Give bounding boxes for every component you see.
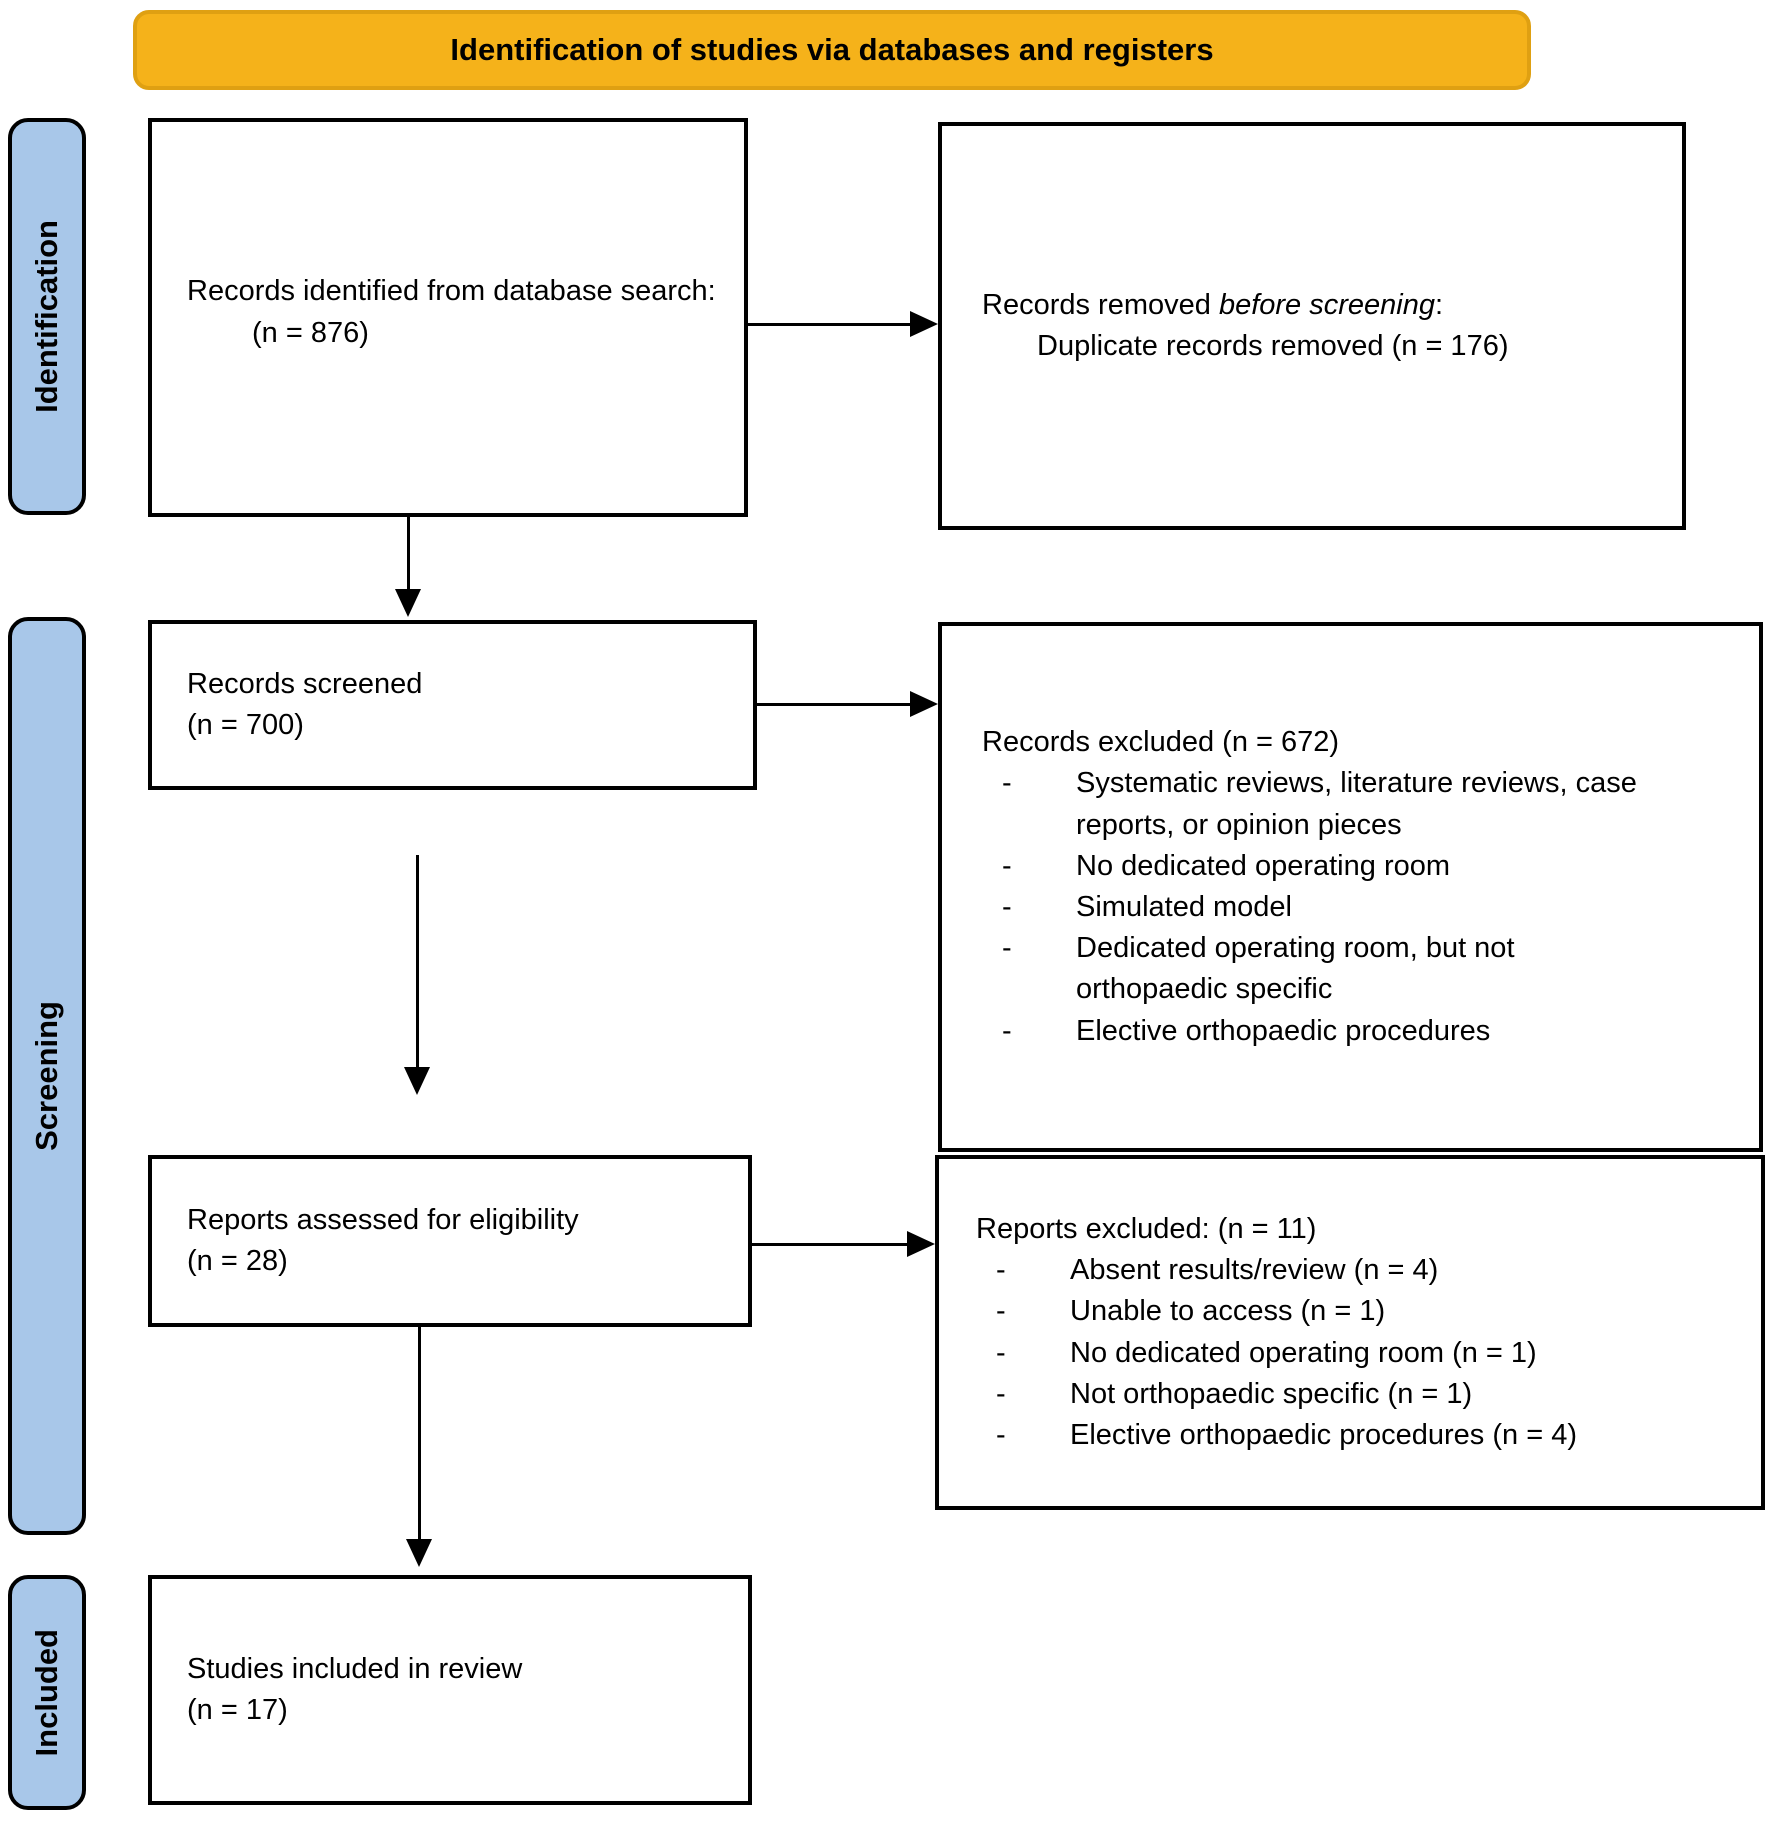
arrow-assessed-to-reports-excluded	[752, 1243, 907, 1246]
bullet-dash: -	[996, 1377, 1006, 1410]
bullet-dash: -	[996, 1336, 1006, 1369]
arrow-screened-to-assessed	[416, 855, 419, 1067]
bullet-dash: -	[996, 1254, 1006, 1287]
box-reports-excluded	[935, 1155, 1765, 1510]
box-records-removed	[938, 122, 1686, 530]
bullet-dash: -	[1002, 1014, 1012, 1047]
report-excluded-reason-item: - Absent results/review (n = 4)	[976, 1250, 1721, 1291]
studies-included-count: (n = 17)	[187, 1694, 288, 1726]
stage-label-included-text: Included	[29, 1628, 64, 1757]
stage-label-identification	[8, 118, 86, 515]
arrow-assessed-to-included	[418, 1327, 421, 1539]
diagram-title-banner	[133, 10, 1531, 90]
box-studies-included	[148, 1575, 752, 1805]
report-excluded-reason-item: - Unable to access (n = 1)	[976, 1291, 1721, 1332]
box-records-screened	[148, 620, 757, 790]
reports-excluded-heading: Reports excluded: (n = 11)	[976, 1212, 1317, 1245]
bullet-dash: -	[996, 1295, 1006, 1328]
stage-label-included	[8, 1575, 86, 1810]
bullet-dash: -	[1002, 932, 1012, 965]
diagram-title: Identification of studies via databases and registers	[450, 32, 1214, 67]
excluded-reason-item: - Systematic reviews, literature reviews, case reports, or opinion pieces	[982, 763, 1654, 845]
report-excluded-reason-item: - Elective orthopaedic procedures (n = 4)	[976, 1415, 1721, 1456]
duplicates-removed-text: Duplicate records removed (n = 176)	[1037, 330, 1509, 362]
report-excluded-reason-item: - No dedicated operating room (n = 1)	[976, 1333, 1721, 1374]
records-screened-text: Records screened	[187, 667, 423, 700]
arrow-identified-to-removed	[748, 323, 910, 326]
records-identified-count: (n = 876)	[252, 316, 369, 349]
excluded-reason-item: - Simulated model	[982, 887, 1654, 928]
records-excluded-reasons	[982, 763, 1739, 1051]
excluded-reason-item: - Dedicated operating room, but not orthopaedic specific	[982, 928, 1654, 1010]
records-removed-heading: Records removed before screening:	[982, 288, 1444, 321]
bullet-dash: -	[1002, 891, 1012, 923]
reports-assessed-count: (n = 28)	[187, 1245, 288, 1277]
reports-excluded-reasons	[976, 1250, 1741, 1456]
records-excluded-heading: Records excluded (n = 672)	[982, 726, 1340, 759]
box-records-excluded	[938, 622, 1763, 1152]
stage-label-identification-text: Identification	[29, 220, 64, 413]
stage-label-screening	[8, 617, 86, 1535]
records-removed-italic: before screening	[1218, 288, 1435, 321]
excluded-reason-item: - No dedicated operating room	[982, 846, 1654, 887]
box-reports-assessed	[148, 1155, 752, 1327]
arrow-identified-to-screened	[407, 517, 410, 589]
bullet-dash: -	[1002, 849, 1012, 882]
studies-included-text: Studies included in review	[187, 1652, 523, 1685]
bullet-dash: -	[996, 1418, 1006, 1451]
stage-label-screening-text: Screening	[29, 1001, 64, 1151]
records-identified-text: Records identified from database search:	[187, 275, 716, 308]
reports-assessed-text: Reports assessed for eligibility	[187, 1203, 579, 1236]
records-screened-count: (n = 700)	[187, 709, 304, 741]
report-excluded-reason-item: - Not orthopaedic specific (n = 1)	[976, 1374, 1721, 1415]
bullet-dash: -	[1002, 767, 1012, 800]
box-records-identified	[148, 118, 748, 517]
excluded-reason-item: - Elective orthopaedic procedures	[982, 1011, 1654, 1052]
arrow-screened-to-excluded	[757, 703, 910, 706]
